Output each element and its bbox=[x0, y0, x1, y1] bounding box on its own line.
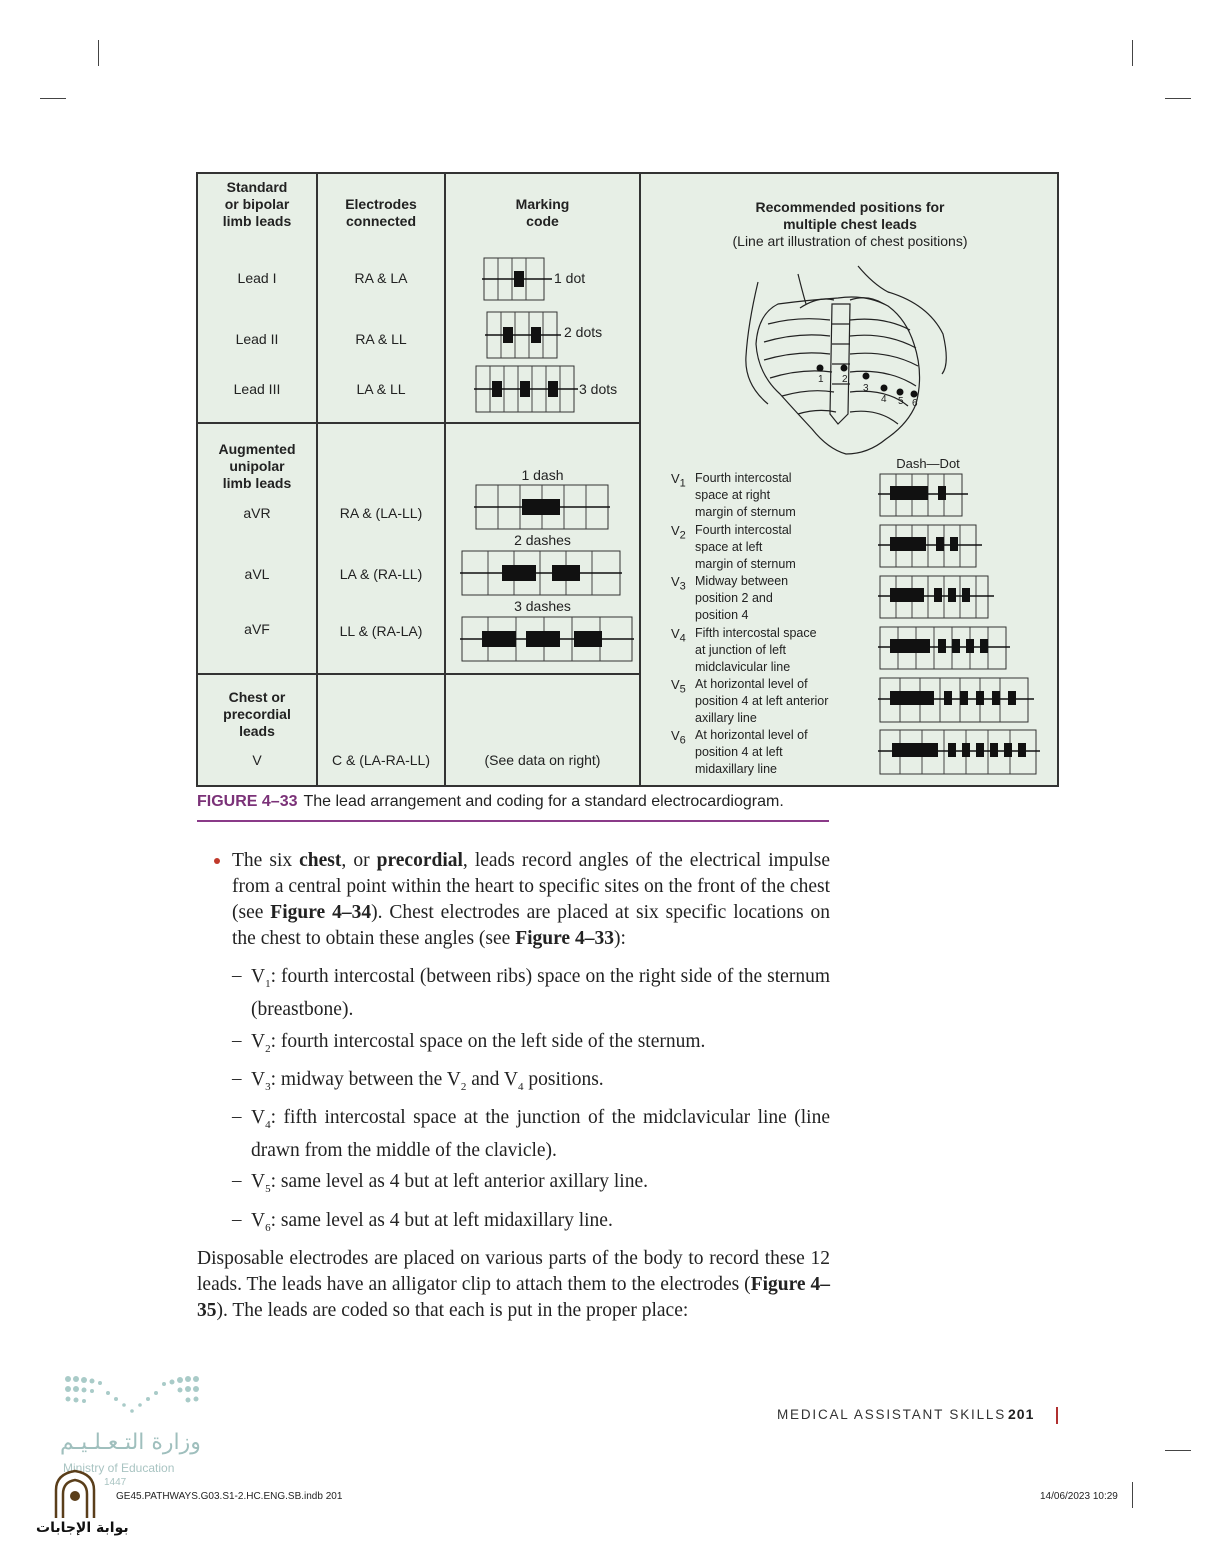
lead-label: aVF bbox=[244, 621, 270, 637]
marking-label: 3 dots bbox=[579, 381, 618, 397]
sub-item-v4: $V_4$: fifth intercostal space at the junction of the midclavicular line (line drawn from the middle of the clavicle). bbox=[251, 1107, 830, 1161]
dash-icon: – bbox=[232, 1030, 242, 1051]
chest-ribcage-illustration bbox=[738, 264, 958, 464]
figure-number: FIGURE 4–33 bbox=[197, 793, 298, 810]
v5-marking-strip bbox=[878, 676, 1034, 724]
figure-caption bbox=[197, 793, 829, 822]
header-electrodes: Electrodes connected bbox=[345, 196, 417, 229]
v2-marking-strip bbox=[878, 523, 982, 569]
chest-position-4: 4 bbox=[881, 394, 887, 405]
electrodes-label: RA & LA bbox=[354, 270, 408, 286]
sub-item-v2: $V_2$: fourth intercostal space on the left side of the sternum. bbox=[251, 1031, 706, 1055]
crop-mark bbox=[1132, 1482, 1133, 1508]
ministry-year: 1447 bbox=[104, 1477, 127, 1488]
dash-dot-label: Dash—Dot bbox=[896, 456, 960, 471]
marking-strip-3-dots bbox=[474, 364, 578, 414]
electrodes-label: C & (LA-RA-LL) bbox=[331, 752, 431, 768]
header-chest-positions: Recommended positions for multiple chest leads (Line art illustration of chest positions) bbox=[732, 199, 968, 249]
electrodes-label: LA & LL bbox=[356, 381, 406, 397]
lead-label: V bbox=[252, 752, 262, 768]
site-name-text: بوابة الإجابات bbox=[36, 1520, 129, 1536]
dash-icon: – bbox=[232, 965, 242, 986]
row-divider bbox=[198, 673, 639, 675]
bullet-paragraph: The six chest, or precordial, leads record angles of the electrical impulse from a central point within the heart to specific sites on the front of the chest (see Figure 4–34). Chest electrodes are placed at six specific locations on the chest to obtain these angles (see Figure 4–33): bbox=[232, 850, 830, 949]
v6-description: At horizontal level of position 4 at left midaxillary line bbox=[695, 728, 808, 776]
ministry-logo-dots bbox=[64, 1375, 200, 1422]
v6-symbol: $V_6$ bbox=[671, 728, 686, 747]
marking-label: 1 dot bbox=[554, 270, 586, 286]
lead-label: aVL bbox=[244, 566, 270, 582]
lead-label: aVR bbox=[243, 505, 271, 521]
chest-position-1: 1 bbox=[818, 374, 824, 385]
lead-label: Lead III bbox=[233, 381, 281, 397]
dash-icon: – bbox=[232, 1106, 242, 1127]
sub-item-v3: $V_3$: midway between the $V_2$ and $V_4$ positions. bbox=[251, 1069, 604, 1093]
v6-marking-strip bbox=[878, 728, 1040, 776]
marking-strip-2-dashes bbox=[460, 549, 622, 597]
lead-label: Lead II bbox=[235, 331, 279, 347]
chest-position-2: 2 bbox=[842, 374, 848, 385]
marking-strip-1-dot bbox=[482, 256, 552, 302]
dash-icon: – bbox=[232, 1209, 242, 1230]
ecg-lead-figure bbox=[196, 172, 1059, 787]
crop-mark bbox=[40, 98, 66, 99]
footer-accent-bar bbox=[1056, 1407, 1058, 1424]
ministry-arabic-text: وزارة التـعـلـيـم bbox=[60, 1430, 201, 1455]
header-marking-code: Marking code bbox=[515, 196, 570, 229]
marking-strip-2-dots bbox=[485, 310, 561, 360]
print-slug-date: 14/06/2023 10:29 bbox=[1040, 1491, 1118, 1502]
row-divider bbox=[198, 422, 639, 424]
marking-strip-3-dashes bbox=[460, 615, 634, 663]
crop-mark bbox=[1132, 40, 1133, 66]
v3-description: Midway between position 2 and position 4 bbox=[695, 574, 789, 622]
chest-position-5: 5 bbox=[898, 396, 904, 407]
marking-label: 2 dots bbox=[564, 324, 603, 340]
sub-item-v1: $V_1$: fourth intercostal (between ribs) space on the right side of the sternum (breastbone). bbox=[251, 966, 830, 1020]
electrodes-label: LA & (RA-LL) bbox=[339, 566, 423, 582]
chest-position-3: 3 bbox=[863, 383, 869, 394]
v2-symbol: $V_2$ bbox=[671, 523, 686, 542]
lead-label: Lead I bbox=[237, 270, 277, 286]
v1-symbol: $V_1$ bbox=[671, 471, 686, 490]
column-divider bbox=[639, 174, 641, 785]
sub-item-v5: $V_5$: same level as 4 but at left anterior axillary line. bbox=[251, 1171, 648, 1195]
v2-description: Fourth intercostal space at left margin of sternum bbox=[695, 523, 796, 571]
bullet-icon bbox=[214, 858, 220, 864]
print-slug-file: GE45.PATHWAYS.G03.S1-2.HC.ENG.SB.indb 201 bbox=[116, 1491, 343, 1502]
page-number: 201 bbox=[1008, 1406, 1035, 1422]
v3-marking-strip bbox=[878, 574, 994, 620]
marking-label: (See data on right) bbox=[484, 752, 601, 768]
header-standard-leads: Standard or bipolar limb leads bbox=[222, 179, 292, 229]
ministry-english-text: Ministry of Education bbox=[63, 1461, 175, 1475]
electrodes-paragraph: Disposable electrodes are placed on various parts of the body to record these 12 leads. The leads have an alligator clip to attach them to the electrodes (Figure 4–35). The leads are coded so that each is put in the proper place: bbox=[197, 1248, 830, 1321]
v5-symbol: $V_5$ bbox=[671, 677, 686, 696]
crop-mark bbox=[98, 40, 99, 66]
v1-marking-strip bbox=[878, 472, 968, 518]
crop-mark bbox=[1165, 1450, 1191, 1451]
header-augmented-leads: Augmented unipolar limb leads bbox=[218, 441, 296, 491]
marking-strip-1-dash bbox=[474, 483, 610, 531]
v5-description: At horizontal level of position 4 at left anterior axillary line bbox=[695, 677, 829, 725]
marking-label: 1 dash bbox=[521, 467, 564, 483]
caption-text: The lead arrangement and coding for a standard electrocardiogram. bbox=[303, 793, 784, 810]
header-chest-leads: Chest or precordial leads bbox=[223, 689, 291, 739]
marking-label: 3 dashes bbox=[514, 598, 571, 614]
v3-symbol: $V_3$ bbox=[671, 574, 686, 593]
running-footer-title: MEDICAL ASSISTANT SKILLS bbox=[777, 1407, 1007, 1422]
crop-mark bbox=[1165, 98, 1191, 99]
dash-icon: – bbox=[232, 1068, 242, 1089]
v1-description: Fourth intercostal space at right margin of sternum bbox=[695, 471, 796, 519]
electrodes-label: RA & LL bbox=[355, 331, 407, 347]
electrodes-label: LL & (RA-LA) bbox=[339, 623, 423, 639]
v4-symbol: $V_4$ bbox=[671, 626, 686, 645]
site-logo-icon bbox=[50, 1468, 100, 1525]
sub-item-v6: $V_6$: same level as 4 but at left midaxillary line. bbox=[251, 1210, 613, 1234]
electrodes-label: RA & (LA-LL) bbox=[339, 505, 423, 521]
dash-icon: – bbox=[232, 1170, 242, 1191]
v4-description: Fifth intercostal space at junction of left midclavicular line bbox=[695, 626, 817, 674]
chest-position-6: 6 bbox=[912, 398, 918, 409]
column-divider bbox=[316, 174, 318, 785]
marking-label: 2 dashes bbox=[514, 532, 571, 548]
v4-marking-strip bbox=[878, 625, 1010, 671]
